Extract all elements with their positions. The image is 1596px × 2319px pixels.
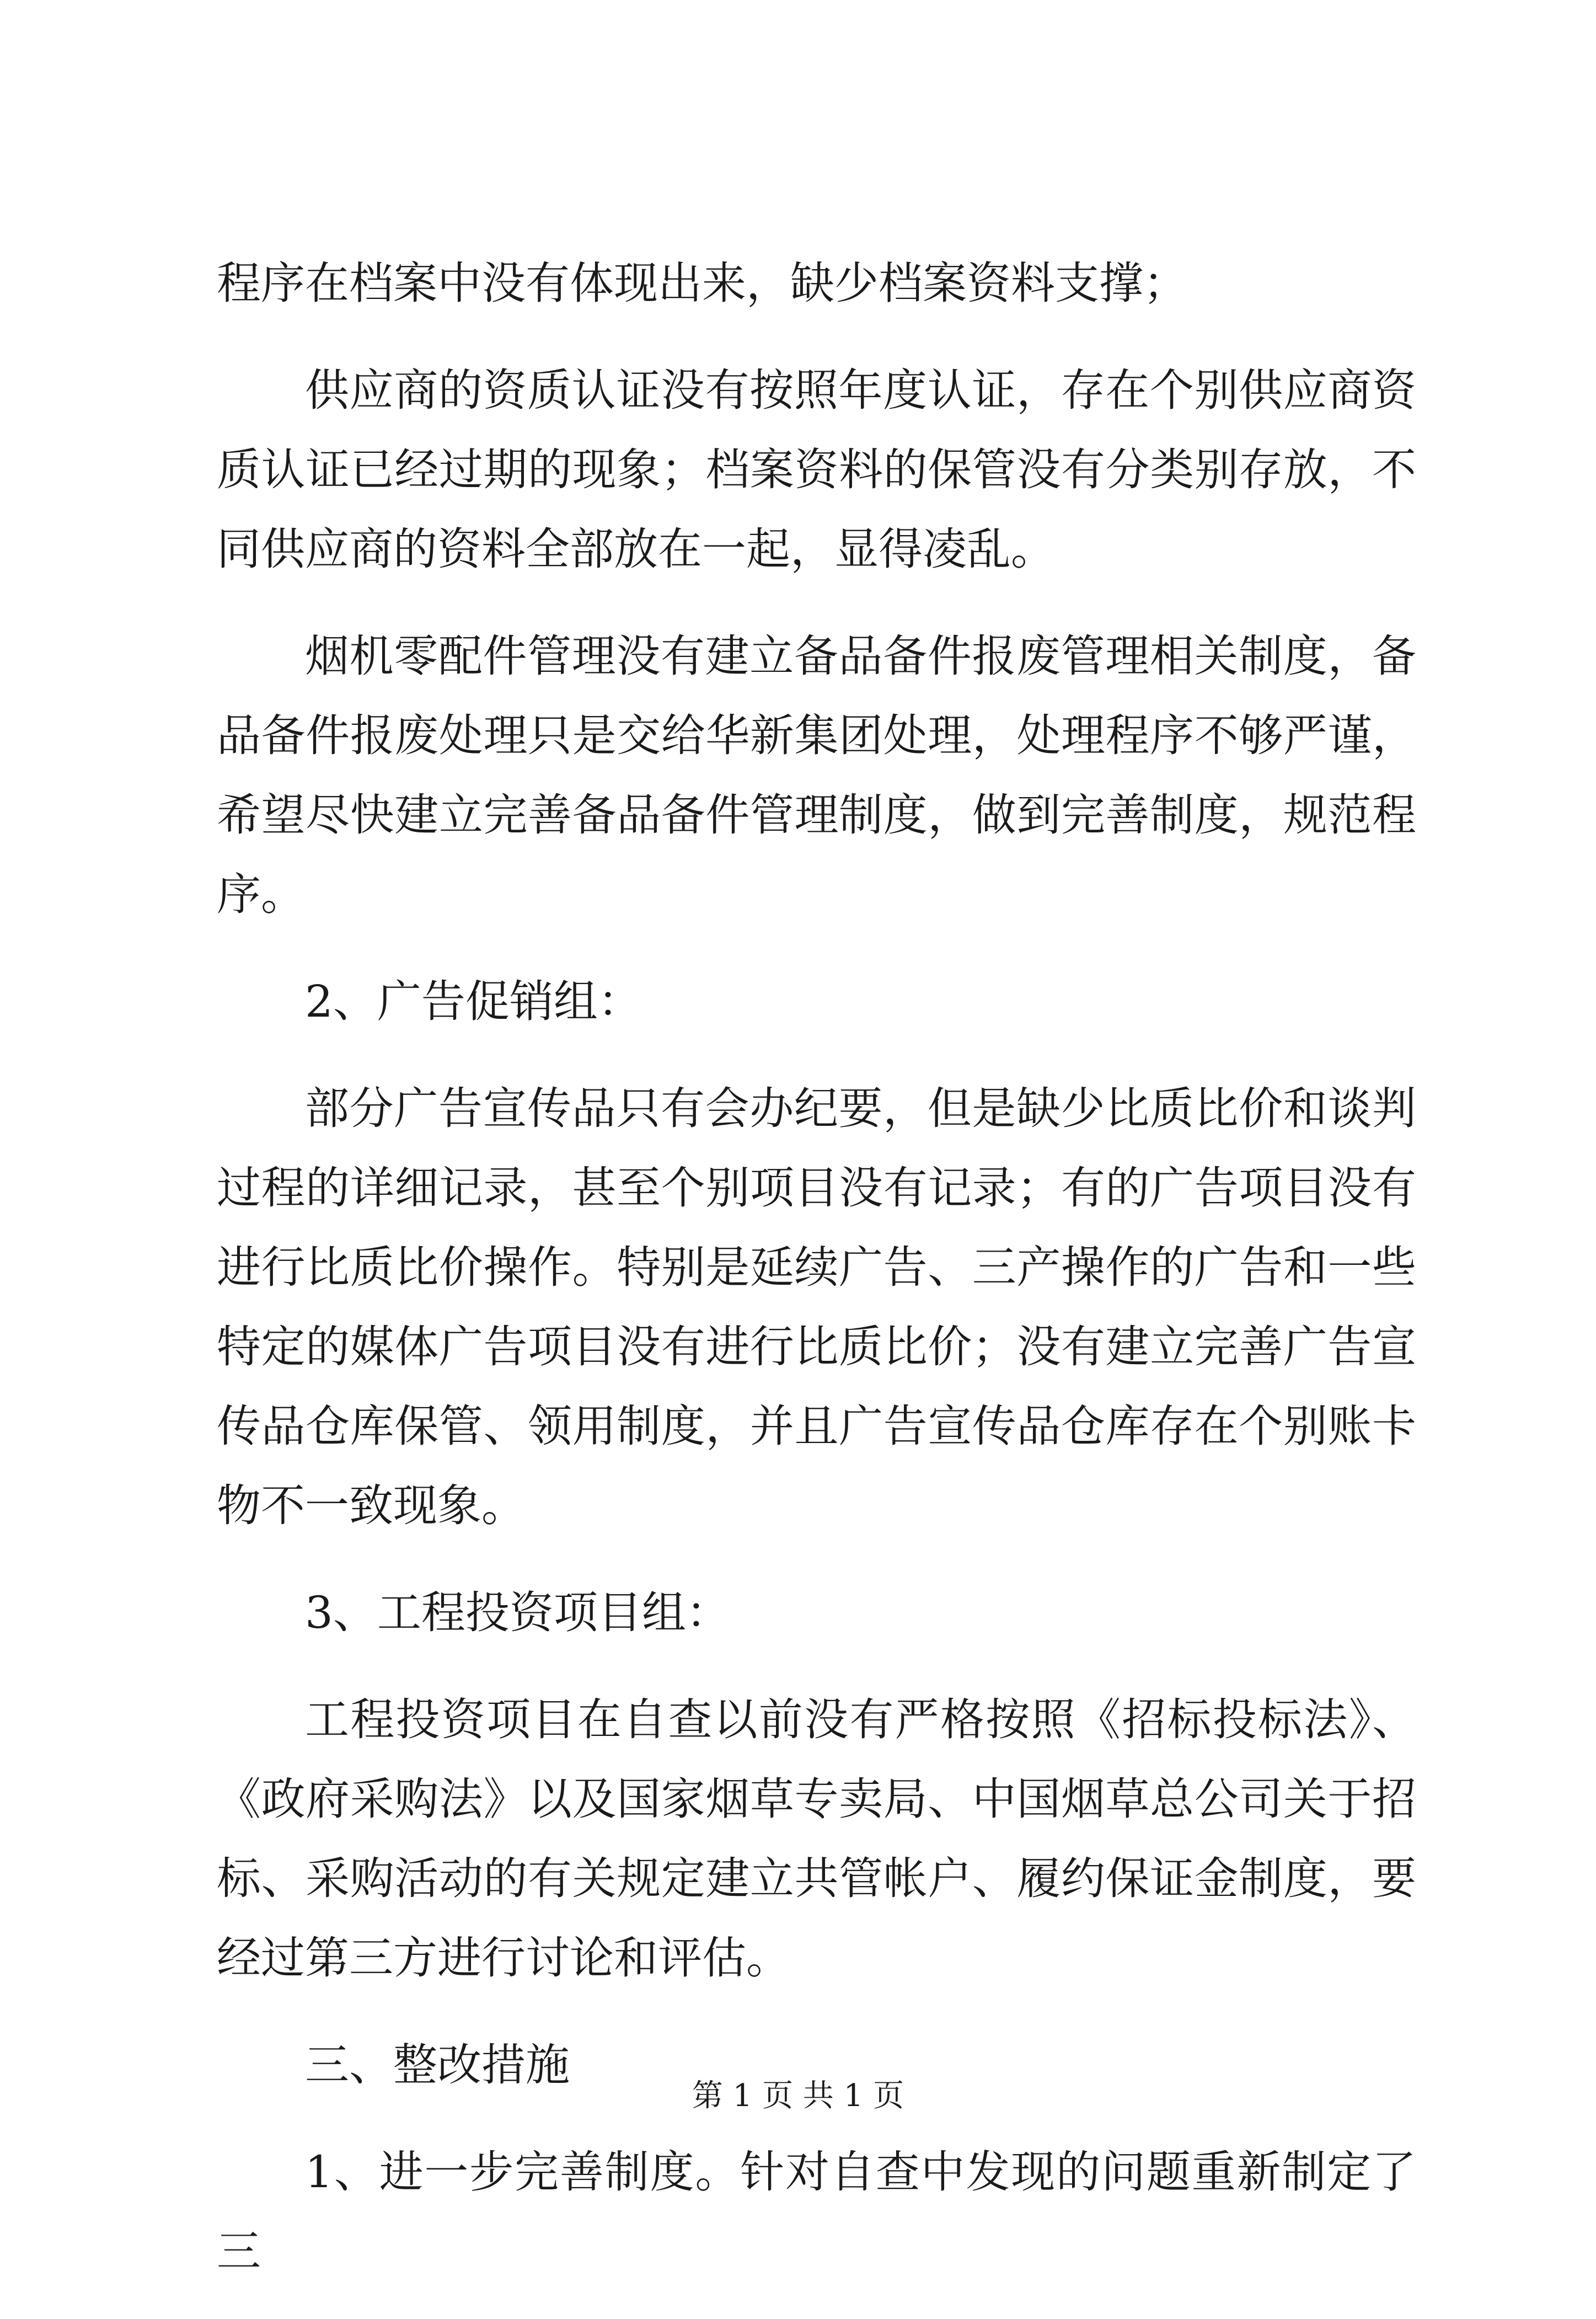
- paragraph-continuation: 程序在档案中没有体现出来，缺少档案资料支撑；: [217, 258, 1187, 309]
- page-footer: 第 1 页 共 1 页: [692, 2078, 904, 2114]
- heading-advertising-group: 2、广告促销组：: [305, 976, 642, 1027]
- paragraph-supplier-qualification: 供应商的资质认证没有按照年度认证，存在个别供应商资质认证已经过期的现象；档案资料的保管没有分类别存放，不同供应商的资料全部放在一起，显得凌乱。: [217, 365, 1416, 575]
- document-body: [217, 244, 1416, 2319]
- heading-rectification: 三、整改措施: [305, 2039, 570, 2091]
- paragraph-advertising: 部分广告宣传品只有会办纪要，但是缺少比质比价和谈判过程的详细记录，甚至个别项目没有记录；有的广告项目没有进行比质比价操作。特别是延续广告、三产操作的广告和一些特定的媒体广告项目没有进行比质比价；没有建立完善广告宣传品仓库保管、领用制度，并且广告宣传品仓库存在个别账卡物不一致现象。: [217, 1083, 1416, 1531]
- paragraph-spare-parts: 烟机零配件管理没有建立备品备件报废管理相关制度，备品备件报废处理只是交给华新集团处理，处理程序不够严谨，希望尽快建立完善备品备件管理制度，做到完善制度，规范程序。: [217, 630, 1416, 920]
- paragraph-engineering: 工程投资项目在自查以前没有严格按照《招标投标法》、《政府采购法》以及国家烟草专卖局、中国烟草总公司关于招标、采购活动的有关规定建立共管帐户、履约保证金制度，要经过第三方进行讨论和评估。: [217, 1694, 1416, 1984]
- heading-engineering-group: 3、工程投资项目组：: [305, 1587, 730, 1638]
- paragraph-improve-system: 1、进一步完善制度。针对自查中发现的问题重新制定了三: [217, 2146, 1416, 2277]
